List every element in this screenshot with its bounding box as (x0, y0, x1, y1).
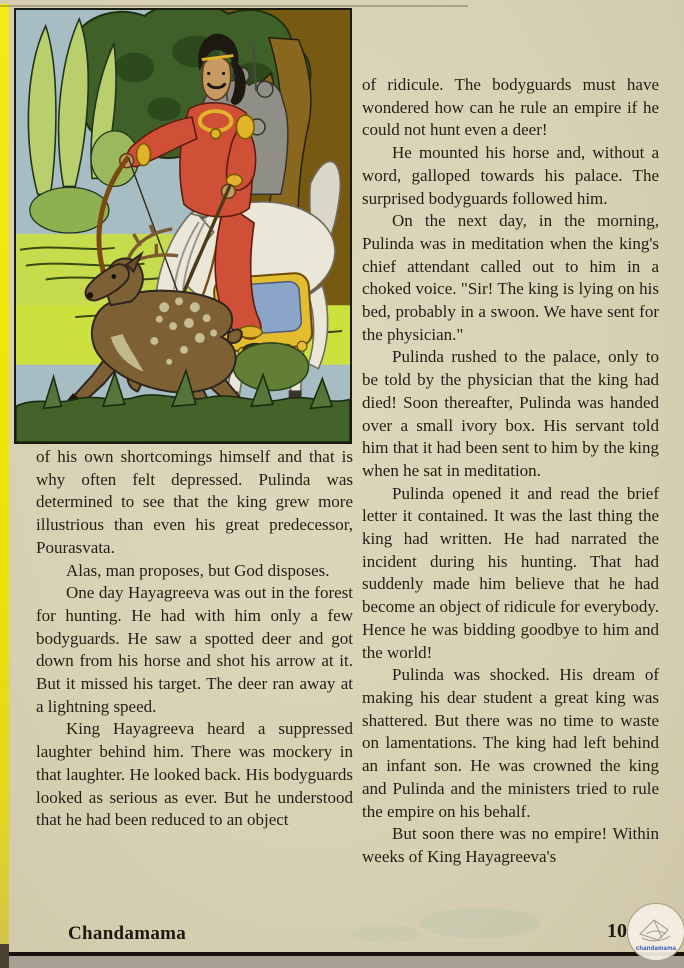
page-number: 10 (607, 920, 627, 942)
scan-smudge (420, 908, 540, 938)
deer-tail (227, 330, 241, 343)
watermark-label: chandamama (635, 946, 677, 952)
scan-top-line (0, 5, 468, 7)
paragraph: King Hayagreeva heard a suppressed laughter behind him. There was mockery in that laughter. He looked back. His bodyguards looked as serious as ever. But he understood that he had been reduced to an object (36, 719, 353, 830)
scan-corner-dark (0, 944, 9, 968)
paragraph: Pulinda was shocked. His dream of making his dear student a great king was shattered. But there was no time to waste on lamentations. The king had left behind an infant son. He was crowned the king and Pulinda and the ministers tried to rule the empire on his behalf. (362, 665, 659, 821)
paragraph: But soon there was no empire! Within weeks of King Hayagreeva's (362, 824, 659, 866)
story-illustration (14, 8, 352, 444)
paragraph: He mounted his horse and, without a word, galloped towards his palace. The surprised bodyguards followed him. (362, 143, 659, 208)
paragraph: of his own shortcomings himself and that is why often felt depressed. Pulinda was determined to see that the king grew more illustrious than even his great predecessor, Pourasvata. (36, 447, 353, 557)
illustration-canvas (16, 10, 350, 442)
watermark-stamp (627, 903, 684, 961)
paragraph: One day Hayagreeva was out in the forest for hunting. He had with him only a few bodyguards. He saw a spotted deer and got down from his horse and shot his arrow at it. But it missed his target. The deer ran away at a lightning speed. (36, 583, 353, 716)
paragraph: of ridicule. The bodyguards must have wondered how can he rule an empire if he could not hunt even a deer! (362, 75, 659, 140)
scan-bottom-strip (0, 956, 684, 968)
right-text-column (362, 74, 659, 869)
king-face (202, 57, 230, 100)
scan-smudge (350, 925, 420, 943)
paragraph: Pulinda opened it and read the brief letter it contained. It was the last thing the king had written. He had narrated the incident during his hunting. That had suddenly made him believe that he had become an object of ridicule for everybody. Hence he was bidding goodbye to him and the world! (362, 483, 659, 662)
scan-edge-yellow-strip (0, 4, 9, 952)
paragraph: Pulinda rushed to the palace, only to be told by the physician that the king had died! Soon thereafter, Pulinda was handed over a small ivory box. His servant told him that it had been sent to him by the king when he sat in meditation. (362, 347, 659, 480)
left-text-column (36, 446, 353, 832)
paragraph: Alas, man proposes, but God disposes. (66, 560, 330, 580)
bush-olive (233, 343, 308, 391)
paragraph: On the next day, in the morning, Pulinda was in meditation when the king's chief attendant called out to him in a choked voice. "Sir! The king is lying on his bed, probably in a swoon. We have sent for the physician." (362, 211, 659, 344)
magazine-title: Chandamama (68, 923, 187, 944)
